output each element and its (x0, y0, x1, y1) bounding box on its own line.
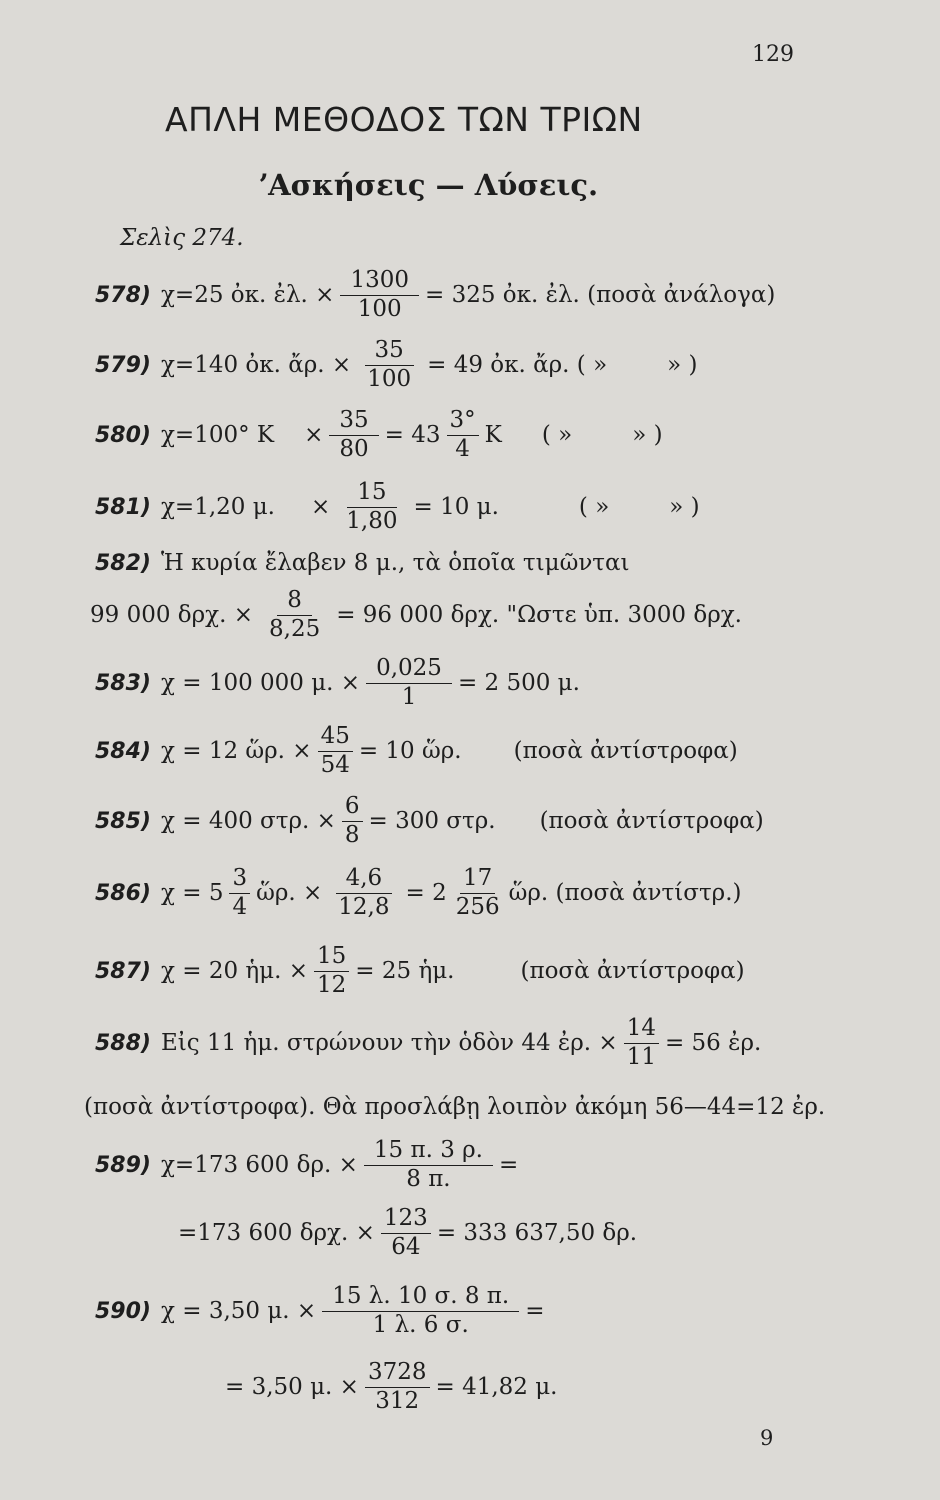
denominator: 1 λ. 6 σ. (372, 1311, 469, 1338)
numerator: 123 (381, 1206, 431, 1234)
signature-mark: 9 (760, 1426, 774, 1450)
numerator: 14 (624, 1016, 659, 1044)
denominator: 12 (317, 971, 347, 998)
expression-left: χ=25 ὀκ. ἐλ. × (160, 282, 335, 309)
relation-note: (ποσὰ ἀντίστροφα) (539, 808, 764, 835)
expression-left: χ=140 ὀκ. ἄρ. × (160, 352, 352, 379)
expression-left: = 3,50 μ. × (225, 1374, 359, 1401)
ditto-mark: » ) (667, 352, 698, 379)
numerator: 4,6 (336, 866, 393, 894)
numerator: 15 λ. 10 σ. 8 π. (322, 1284, 519, 1312)
exercise-number: 584) (95, 738, 151, 764)
exercise-580 (95, 408, 663, 463)
exercise-585 (95, 794, 764, 849)
expression-left: χ=173 600 δρ. × (160, 1152, 358, 1179)
fraction (336, 480, 407, 535)
denominator: 256 (455, 893, 500, 920)
expression-left: χ = 5 (160, 880, 224, 907)
exercise-number: 589) (95, 1152, 151, 1178)
expression-right: = 25 ἡμ. (355, 958, 455, 985)
ditto-mark: » ) (669, 494, 700, 521)
numerator: 15 (347, 480, 396, 508)
fraction (259, 588, 330, 643)
exercise-579 (95, 338, 698, 393)
exercise-588 (95, 1016, 761, 1071)
fraction (322, 1284, 519, 1339)
mixed-fraction (453, 866, 503, 921)
exercise-581 (95, 480, 700, 535)
numerator: 35 (365, 338, 414, 366)
page-number: 129 (752, 42, 794, 67)
fraction (318, 724, 353, 779)
numerator: 15 (314, 944, 349, 972)
equals-sign: = (498, 1152, 519, 1179)
denominator: 54 (320, 751, 350, 778)
expression-left: χ = 100 000 μ. × (160, 670, 361, 697)
expression-left: χ=100° Κ (160, 422, 275, 449)
numerator: 8 (277, 588, 312, 616)
exercise-584 (95, 724, 738, 779)
numerator: 35 (329, 408, 378, 436)
exercise-number: 582) (95, 550, 151, 576)
fraction (381, 1206, 431, 1261)
fraction (365, 1360, 430, 1415)
mixed-fraction (229, 866, 250, 921)
times-sign: × (310, 494, 331, 521)
ditto-mark: ( » (578, 494, 610, 521)
numerator: 15 π. 3 ρ. (364, 1138, 493, 1166)
numerator: 1300 (340, 268, 419, 296)
expression-right: = 2 500 μ. (457, 670, 580, 697)
exercise-number: 587) (95, 958, 151, 984)
denominator: 11 (626, 1043, 656, 1070)
fraction (342, 794, 363, 849)
exercise-582-continued (90, 588, 742, 643)
denominator: 8 π. (406, 1165, 451, 1192)
expression-right: = 10 μ. (413, 494, 499, 521)
fraction (366, 656, 452, 711)
exercise-587 (95, 944, 745, 999)
fraction (329, 408, 378, 463)
exercise-number: 581) (95, 494, 151, 520)
exercise-582 (95, 550, 630, 576)
denominator: 1,80 (346, 507, 398, 534)
denominator: 100 (367, 365, 412, 392)
exercise-578 (95, 268, 775, 323)
page-title: ΑΠΛΗ ΜΕΘΟΔΟΣ ΤΩΝ ΤΡΙΩΝ (165, 100, 643, 139)
expression-right: = 96 000 δρχ. "Ωστε ὑπ. 3000 δρχ. (336, 602, 742, 629)
exercise-number: 585) (95, 808, 151, 834)
denominator: 4 (455, 435, 470, 462)
page-reference: Σελὶς 274. (120, 225, 244, 251)
times-sign: × (304, 422, 324, 449)
numerator: 45 (318, 724, 353, 752)
expression-right: = 333 637,50 δρ. (436, 1220, 638, 1247)
numerator: 17 (460, 866, 495, 894)
numerator: 0,025 (366, 656, 452, 684)
relation-note: (ποσὰ ἀντίστροφα) (513, 738, 738, 765)
ditto-mark: ( » (541, 422, 573, 449)
denominator: 312 (375, 1387, 420, 1414)
statement-line: Ἡ κυρία ἔλαβεν 8 μ., τὰ ὁποῖα τιμῶνται (160, 550, 630, 576)
exercise-number: 583) (95, 670, 151, 696)
expression-right: = 43 (384, 422, 441, 449)
denominator: 4 (232, 893, 248, 920)
exercise-number: 579) (95, 352, 151, 378)
exercise-589-continued (178, 1206, 637, 1261)
numerator: 6 (342, 794, 363, 822)
relation-note: (ποσὰ ἀντίστροφα) (520, 958, 745, 985)
denominator: 8 (344, 821, 360, 848)
denominator: 1 (401, 683, 417, 710)
expression-left: χ = 400 στρ. × (160, 808, 336, 835)
equals-sign: = (525, 1298, 545, 1325)
fraction (364, 1138, 493, 1193)
exercise-590 (95, 1284, 545, 1339)
expression-right: = 10 ὥρ. (358, 738, 462, 765)
exercise-number: 590) (95, 1298, 151, 1324)
expression-right: = 56 ἐρ. (664, 1030, 762, 1057)
numerator: 3° (447, 408, 479, 436)
fraction (328, 866, 399, 921)
mixed-fraction (447, 408, 479, 463)
ditto-mark: » ) (632, 422, 663, 449)
exercise-586 (95, 866, 741, 921)
expression-mid: ὥρ. × (256, 880, 323, 907)
numerator: 3728 (365, 1360, 430, 1388)
fraction (624, 1016, 659, 1071)
unit: Κ (484, 422, 502, 449)
exercise-590-continued (225, 1360, 558, 1415)
expression-right: = 49 ὀκ. ἄρ. ( » (427, 352, 608, 379)
expression-left: =173 600 δρχ. × (178, 1220, 375, 1247)
exercise-number: 578) (95, 282, 151, 308)
expression-right: = 325 ὀκ. ἐλ. (ποσὰ ἀνάλογα) (424, 282, 776, 309)
denominator: 8,25 (269, 615, 321, 642)
exercise-number: 588) (95, 1030, 151, 1056)
expression-left: χ = 3,50 μ. × (160, 1298, 317, 1325)
denominator: 100 (357, 295, 402, 322)
fraction (340, 268, 419, 323)
statement-line: Εἰς 11 ἡμ. στρώνουν τὴν ὁδὸν 44 ἐρ. × (160, 1030, 618, 1057)
denominator: 80 (339, 435, 369, 462)
expression-left: χ = 12 ὥρ. × (160, 738, 312, 765)
expression-left: 99 000 δρχ. × (90, 602, 253, 629)
exercise-589 (95, 1138, 518, 1193)
exercise-583 (95, 656, 580, 711)
expression-right: = 2 (405, 880, 447, 907)
numerator: 3 (229, 866, 250, 894)
fraction (314, 944, 349, 999)
expression-left: χ=1,20 μ. (160, 494, 275, 521)
expression-left: χ = 20 ἡμ. × (160, 958, 309, 985)
relation-note: ὥρ. (ποσὰ ἀντίστρ.) (508, 880, 742, 907)
expression-right: = 300 στρ. (368, 808, 496, 835)
denominator: 64 (391, 1233, 421, 1260)
section-subtitle: ʼΑσκήσεις — Λύσεις. (258, 168, 599, 202)
exercise-number: 586) (95, 880, 151, 906)
exercise-588-continued: (ποσὰ ἀντίστροφα). Θὰ προσλάβῃ λοιπὸν ἀκόμη 56—44=12 ἐρ. (84, 1094, 826, 1120)
expression-right: = 41,82 μ. (435, 1374, 558, 1401)
denominator: 12,8 (338, 893, 390, 920)
fraction (357, 338, 421, 393)
exercise-number: 580) (95, 422, 151, 448)
